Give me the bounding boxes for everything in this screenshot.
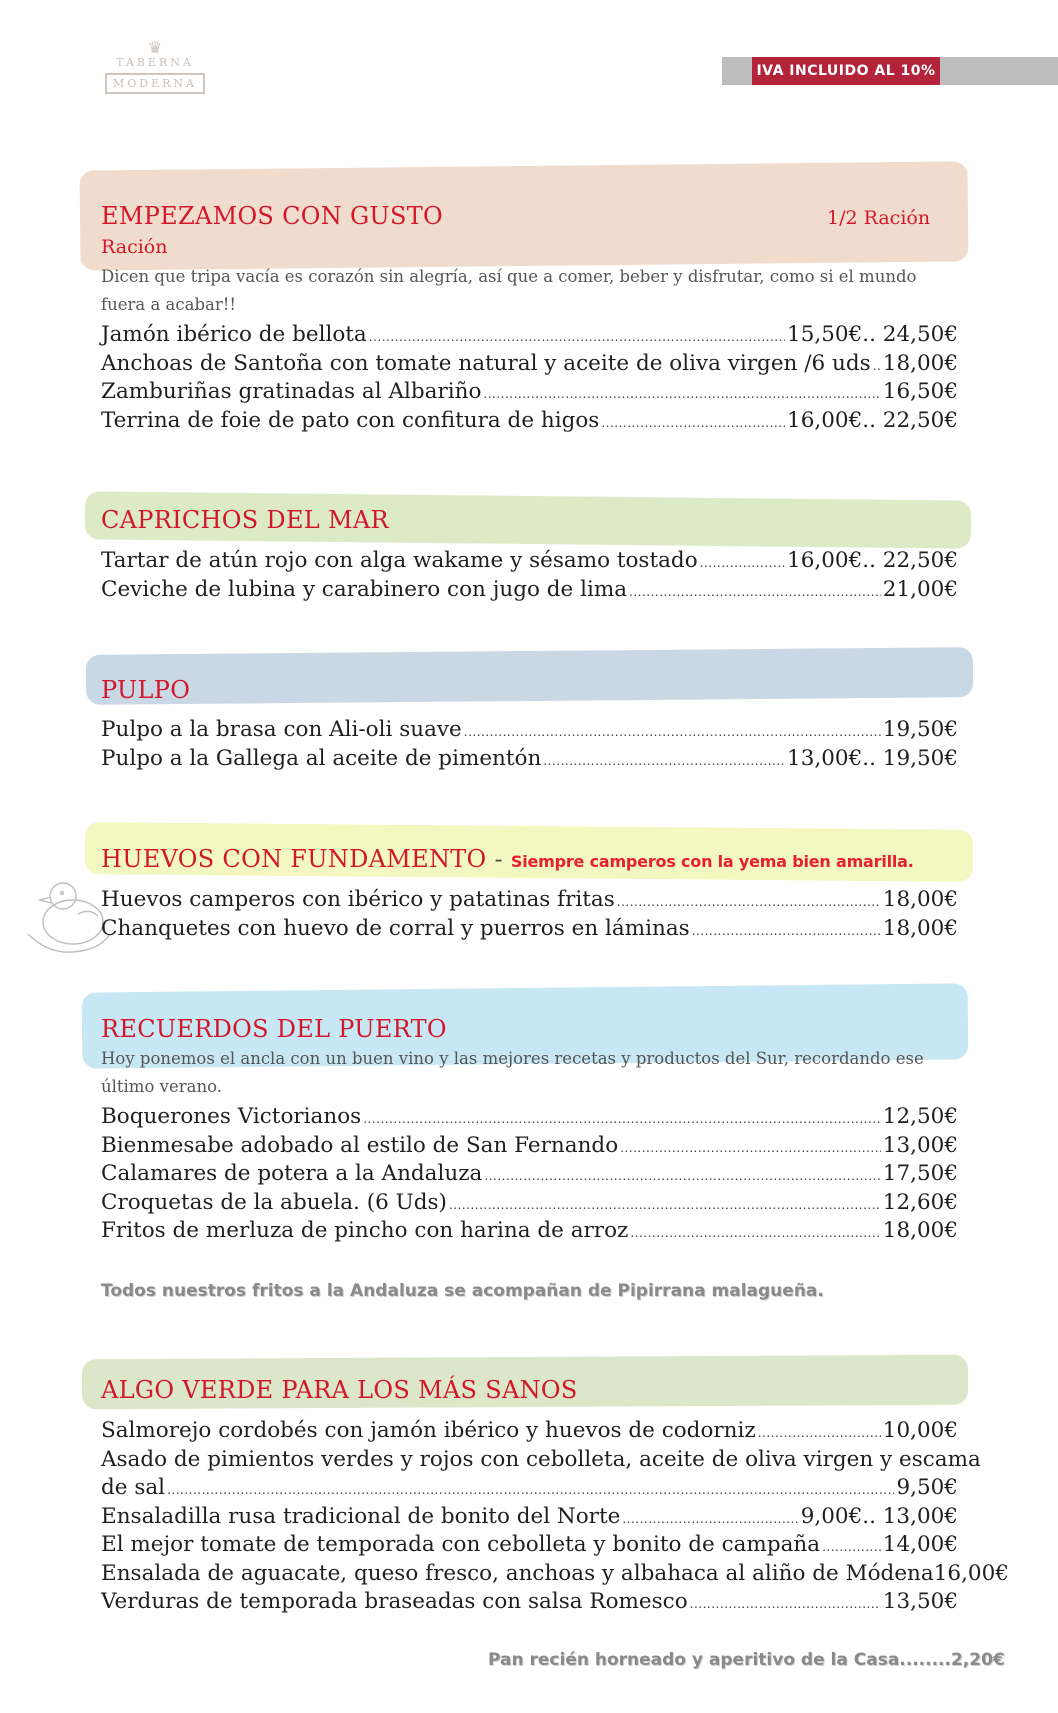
menu-item-name: Verduras de temporada braseadas con salsa Romesco xyxy=(101,1589,688,1614)
section-description-recuerdos: Hoy ponemos el ancla con un buen vino y las mejores recetas y productos del Sur, recordando ese último verano. xyxy=(101,1049,924,1096)
menu-item xyxy=(101,1161,958,1190)
leader-dots xyxy=(363,1112,881,1126)
menu-item xyxy=(101,548,958,577)
menu-list-pulpo xyxy=(101,717,958,774)
menu-item xyxy=(101,1560,1009,1590)
leader-dots xyxy=(449,1198,881,1212)
menu-item-price: 12,60€ xyxy=(882,1189,958,1215)
menu-item xyxy=(101,1190,958,1219)
menu-item-name: Ensalada de aguacate, queso fresco, anchoas y albahaca al aliño de Módena xyxy=(101,1560,934,1586)
logo-plate-text: MODERNA xyxy=(105,73,205,94)
menu-item-name: Chanquetes con huevo de corral y puerros en láminas xyxy=(101,915,690,941)
leader-dots xyxy=(369,330,785,344)
menu-item-price: 18,00€ xyxy=(882,1218,958,1243)
leader-dots xyxy=(690,1597,881,1611)
leader-dots xyxy=(617,895,881,909)
menu-item-price: 13,50€ xyxy=(882,1589,958,1614)
menu-item xyxy=(101,1532,958,1561)
menu-item-price: 13,00€ xyxy=(882,1132,958,1158)
leader-dots xyxy=(758,1426,881,1440)
menu-item xyxy=(101,887,958,916)
menu-item-price: 18,00€ xyxy=(882,915,958,941)
half-ration-label: 1/2 Ración xyxy=(827,207,931,229)
menu-item-price: 13,00€.. 19,50€ xyxy=(787,745,958,771)
section-subtitle-huevos: Siempre camperos con la yema bien amarilla. xyxy=(510,852,914,871)
section-title-pulpo: PULPO xyxy=(101,676,191,704)
restaurant-logo xyxy=(100,40,210,118)
leader-dots xyxy=(692,924,881,938)
leader-dots xyxy=(873,359,881,373)
menu-list-verde xyxy=(101,1418,1009,1618)
menu-item-price: 21,00€ xyxy=(882,576,958,602)
menu-item-name: Calamares de potera a la Andaluza xyxy=(101,1161,483,1186)
leader-dots xyxy=(622,1512,798,1526)
menu-item xyxy=(101,351,958,380)
menu-item-name: Croquetas de la abuela. (6 Uds) xyxy=(101,1189,447,1215)
menu-item-name: Ensaladilla rusa tradicional de bonito del Norte xyxy=(101,1503,621,1529)
leader-dots xyxy=(822,1540,881,1554)
menu-item-price: 12,50€ xyxy=(882,1104,958,1129)
menu-item-name: Anchoas de Santoña con tomate natural y aceite de oliva virgen /6 uds xyxy=(101,350,871,376)
leader-dots xyxy=(601,416,785,430)
menu-list-caprichos xyxy=(101,548,958,605)
title-separator: - xyxy=(486,845,503,873)
menu-item-price: 16,00€.. 22,50€ xyxy=(787,548,958,573)
menu-item-name: Huevos camperos con ibérico y patatinas fritas xyxy=(101,887,615,912)
menu-item xyxy=(101,1104,958,1133)
menu-item-name: Boquerones Victorianos xyxy=(101,1104,362,1129)
section-title-huevos-text: HUEVOS CON FUNDAMENTO xyxy=(101,845,487,873)
leader-dots xyxy=(630,1226,880,1240)
fritos-note: Todos nuestros fritos a la Andaluza se acompañan de Pipirrana malagueña. xyxy=(101,1281,824,1301)
leader-dots xyxy=(629,585,881,599)
menu-item-price: 9,50€ xyxy=(896,1475,958,1500)
leader-dots xyxy=(483,387,880,401)
menu-item-line2 xyxy=(101,1475,958,1504)
menu-item-name: Terrina de foie de pato con confitura de higos xyxy=(101,407,600,433)
menu-item-price: 10,00€ xyxy=(882,1418,958,1443)
menu-item-name: Pulpo a la Gallega al aceite de pimentón xyxy=(101,745,542,771)
section-title-huevos xyxy=(101,845,914,873)
menu-item-price: 18,00€ xyxy=(882,350,958,376)
menu-item xyxy=(101,717,958,746)
menu-item-price: 14,00€ xyxy=(882,1532,958,1557)
section-description-empezamos: Dicen que tripa vacía es corazón sin alegría, así que a comer, beber y disfrutar, como si el mundo fuera a acabar!! xyxy=(101,267,917,314)
menu-item-name: Salmorejo cordobés con jamón ibérico y huevos de codorniz xyxy=(101,1418,756,1443)
menu-item xyxy=(101,1504,958,1533)
menu-list-recuerdos xyxy=(101,1104,958,1247)
section-title-recuerdos: RECUERDOS DEL PUERTO xyxy=(101,1015,447,1043)
menu-item-name: Zamburiñas gratinadas al Albariño xyxy=(101,379,482,404)
menu-item-price: 16,00€.. 22,50€ xyxy=(787,407,958,433)
menu-item xyxy=(101,1446,981,1504)
menu-item xyxy=(101,408,958,437)
menu-item xyxy=(101,1418,958,1447)
menu-item xyxy=(101,916,958,945)
menu-item xyxy=(101,1218,958,1247)
menu-item xyxy=(101,322,958,351)
bread-note: Pan recién horneado y aperitivo de la Casa........2,20€ xyxy=(488,1650,1005,1670)
menu-item xyxy=(101,577,958,606)
leader-dots xyxy=(543,754,785,768)
leader-dots xyxy=(620,1141,881,1155)
section-title-empezamos: EMPEZAMOS CON GUSTO xyxy=(101,202,443,230)
leader-dots xyxy=(700,556,785,570)
menu-item-name: El mejor tomate de temporada con cebolleta y bonito de campaña xyxy=(101,1532,821,1557)
menu-item-name-line2: de sal xyxy=(101,1475,166,1500)
leader-dots xyxy=(464,725,881,739)
menu-item-name: Ceviche de lubina y carabinero con jugo de lima xyxy=(101,576,628,602)
menu-item-name: Fritos de merluza de pincho con harina de arroz xyxy=(101,1218,629,1243)
menu-item-price: 16,00€ xyxy=(933,1560,1009,1586)
menu-item xyxy=(101,1589,958,1618)
crown-icon: ♛ xyxy=(147,38,163,57)
section-band-pulpo xyxy=(86,647,973,705)
menu-item-name-line1: Asado de pimientos verdes y rojos con cebolleta, aceite de oliva virgen y escama xyxy=(101,1446,981,1472)
menu-item-name: Pulpo a la brasa con Ali-oli suave xyxy=(101,717,462,742)
menu-item-price: 19,50€ xyxy=(882,717,958,742)
menu-item-price: 16,50€ xyxy=(882,379,958,404)
menu-item-price: 18,00€ xyxy=(882,887,958,912)
iva-badge: IVA INCLUIDO AL 10% xyxy=(752,57,940,85)
menu-item-name: Tartar de atún rojo con alga wakame y sésamo tostado xyxy=(101,548,698,573)
menu-item-price: 15,50€.. 24,50€ xyxy=(787,322,958,347)
menu-item xyxy=(101,746,958,775)
logo-top-text: TABERNA xyxy=(116,56,194,69)
section-title-caprichos: CAPRICHOS DEL MAR xyxy=(101,506,389,534)
leader-dots xyxy=(484,1169,880,1183)
ration-label: Ración xyxy=(101,236,168,258)
section-title-verde: ALGO VERDE PARA LOS MÁS SANOS xyxy=(101,1376,578,1404)
menu-list-huevos xyxy=(101,887,958,944)
leader-dots xyxy=(167,1483,894,1497)
menu-item-price: 17,50€ xyxy=(882,1161,958,1186)
menu-list-empezamos xyxy=(101,322,958,436)
menu-item-name: Jamón ibérico de bellota xyxy=(101,322,367,347)
menu-item xyxy=(101,379,958,408)
menu-item-name: Bienmesabe adobado al estilo de San Fernando xyxy=(101,1132,619,1158)
menu-item-price: 9,00€.. 13,00€ xyxy=(800,1503,958,1529)
menu-item xyxy=(101,1133,958,1162)
